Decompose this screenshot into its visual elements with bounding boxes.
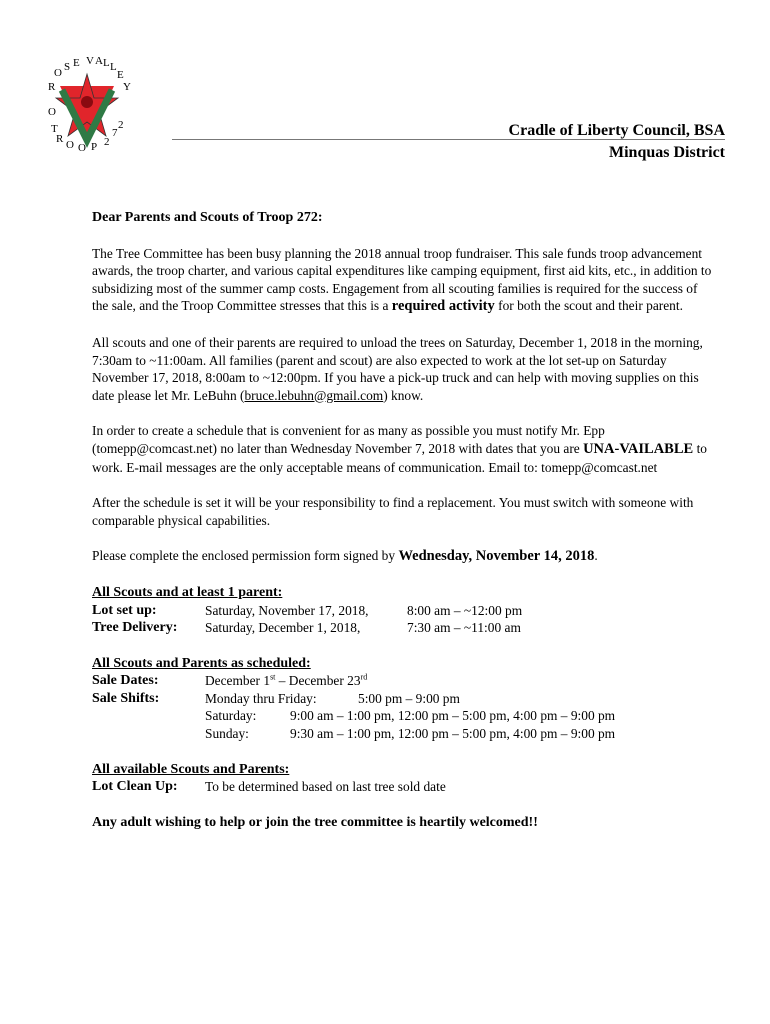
svg-text:R: R — [48, 81, 56, 93]
district-name: Minquas District — [609, 144, 725, 161]
required-activity: required activity — [391, 298, 495, 315]
shift-day: Saturday: — [205, 708, 257, 724]
section-setup-title: All Scouts and at least 1 parent: — [92, 584, 283, 600]
svg-text:7: 7 — [112, 127, 118, 139]
paragraph-schedule — [92, 422, 712, 476]
tree-delivery-time: 7:30 am – ~11:00 am — [407, 620, 521, 636]
p2-after: ) know. — [383, 387, 424, 403]
paragraph-fundraiser — [92, 245, 712, 316]
permission-deadline: Wednesday, November 14, 2018 — [398, 548, 595, 565]
p5-after: . — [594, 548, 598, 564]
letterhead — [509, 120, 725, 164]
svg-text:O: O — [78, 142, 86, 154]
sale-dates-row — [92, 672, 712, 690]
shift-day: Sunday: — [205, 726, 249, 742]
svg-text:E: E — [73, 57, 80, 69]
shift-times: 5:00 pm – 9:00 pm — [358, 690, 460, 706]
letter-body — [92, 209, 712, 831]
svg-text:S: S — [64, 61, 71, 73]
p2-text: All scouts and one of their parents are required to unload the trees on Saturday, December 1, 2018 in the morning, 7:30am to ~11:00am. All families (parent and scout) are also expected to work at the lot set-up on Saturday November 17, 2018, 8:00am to ~12:00pm. If you have a pick-up truck and can help with moving supplies on this date please let Mr. LeBuhn ( — [92, 334, 703, 403]
svg-text:E: E — [117, 69, 124, 81]
section-cleanup-title: All available Scouts and Parents: — [92, 761, 290, 777]
shift-times: 9:00 am – 1:00 pm, 12:00 pm – 5:00 pm, 4:00 pm – 9:00 pm — [290, 708, 616, 724]
tree-delivery-label: Tree Delivery: — [92, 620, 178, 636]
troop-logo — [38, 50, 138, 160]
svg-text:P: P — [91, 141, 98, 153]
svg-text:O: O — [54, 67, 62, 79]
section-sale-title: All Scouts and Parents as scheduled: — [92, 655, 311, 671]
unavailable: UNA-VAILABLE — [583, 440, 694, 457]
sale-dates-label: Sale Dates: — [92, 673, 159, 689]
shift-row — [92, 707, 712, 725]
svg-text:O: O — [66, 139, 74, 151]
lot-cleanup-value: To be determined based on last tree sold date — [205, 779, 446, 795]
sale-shifts-row — [92, 690, 712, 708]
svg-text:R: R — [56, 133, 64, 145]
p3-after: to work. E-mail messages are the only acceptable means of communication. Email to: tomepp@comcast.net — [92, 440, 707, 475]
svg-text:L: L — [103, 57, 110, 69]
sale-dates-value — [205, 672, 367, 690]
sale-start-sup: st — [270, 672, 276, 682]
lot-setup-date: Saturday, November 17, 2018, — [205, 602, 369, 618]
shift-times: 9:30 am – 1:00 pm, 12:00 pm – 5:00 pm, 4:00 pm – 9:00 pm — [290, 726, 616, 742]
tree-delivery-date: Saturday, December 1, 2018, — [205, 620, 361, 636]
shift-row — [92, 725, 712, 743]
sale-shifts-label: Sale Shifts: — [92, 690, 160, 706]
svg-text:O: O — [48, 106, 56, 118]
shift-day: Monday thru Friday: — [205, 690, 317, 706]
cleanup-row — [92, 778, 712, 796]
svg-text:A: A — [95, 55, 103, 67]
svg-text:2: 2 — [118, 119, 124, 131]
svg-text:2: 2 — [104, 136, 110, 148]
p1-after: for both the scout and their parent. — [498, 298, 683, 314]
svg-text:V: V — [86, 55, 94, 67]
closing-note: Any adult wishing to help or join the tree committee is heartily welcomed!! — [92, 814, 538, 830]
svg-text:L: L — [110, 61, 117, 73]
paragraph-replacement: After the schedule is set it will be your responsibility to find a replacement. You must switch with someone with comparable physical capabilities. — [92, 495, 694, 528]
shift-weekday — [205, 690, 460, 708]
svg-text:Y: Y — [123, 81, 131, 93]
lebuhn-email-link[interactable]: bruce.lebuhn@gmail.com — [244, 387, 384, 403]
lot-setup-time: 8:00 am – ~12:00 pm — [407, 602, 523, 618]
schedule-row — [92, 602, 712, 620]
svg-text:T: T — [51, 123, 58, 135]
paragraph-permission — [92, 547, 712, 566]
lot-cleanup-label: Lot Clean Up: — [92, 779, 178, 795]
council-name: Cradle of Liberty Council, BSA — [508, 122, 725, 139]
sale-end: – December 23 — [275, 673, 361, 689]
lot-setup-label: Lot set up: — [92, 602, 157, 618]
p5-text: Please complete the enclosed permission form signed by — [92, 548, 396, 564]
paragraph-unload — [92, 334, 712, 404]
p3-text: In order to create a schedule that is convenient for as many as possible you must notify Mr. Epp (tomepp@comcast.net) no later than Wednesday November 7, 2018 with dates that you are — [92, 423, 605, 456]
sale-end-sup: rd — [360, 672, 368, 682]
schedule-row — [92, 619, 712, 637]
greeting: Dear Parents and Scouts of Troop 272: — [92, 210, 323, 225]
sale-start: December 1 — [205, 673, 271, 689]
p1-text: The Tree Committee has been busy planning the 2018 annual troop fundraiser. This sale funds troop advancement awards, the troop charter, and various capital expenditures like camping equipment, first aid kits, etc., in addition to subsidizing most of the summer camp costs. Engagement from all scouting families is required for the success of the sale, and the Troop Committee stresses that this is a — [92, 245, 712, 314]
